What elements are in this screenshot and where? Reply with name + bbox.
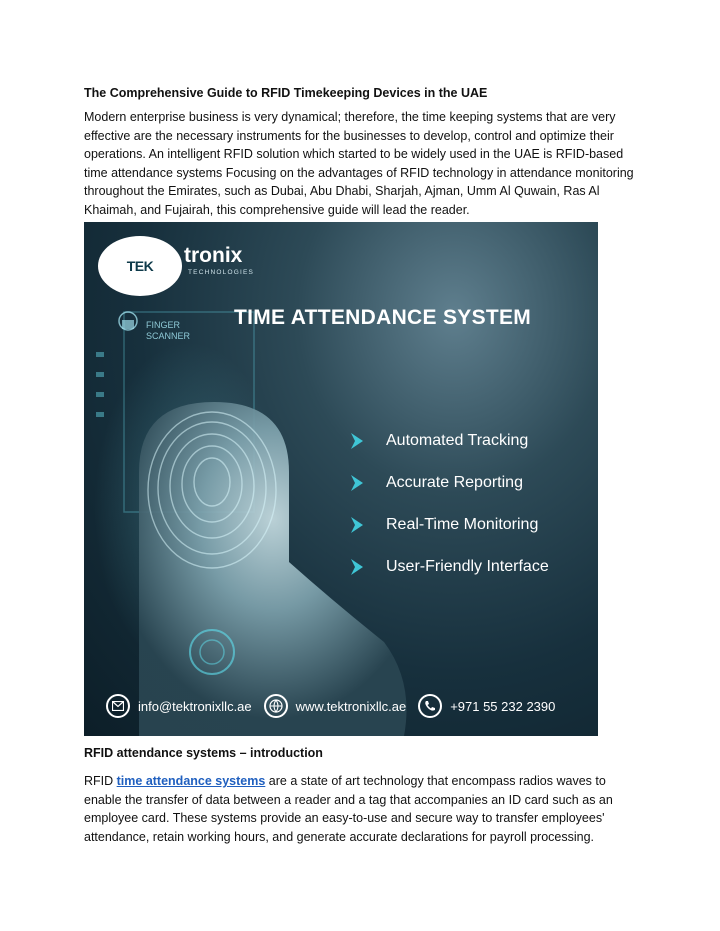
contact-email[interactable]: info@tektronixllc.ae bbox=[138, 698, 252, 714]
chevron-right-icon bbox=[346, 472, 368, 494]
logo-subtitle: TECHNOLOGIES bbox=[188, 269, 255, 276]
document-title: The Comprehensive Guide to RFID Timekeeping Devices in the UAE bbox=[84, 86, 488, 100]
section-paragraph bbox=[84, 772, 644, 846]
contact-website[interactable]: www.tektronixllc.ae bbox=[295, 698, 407, 714]
globe-icon bbox=[264, 694, 288, 718]
phone-icon bbox=[418, 694, 442, 718]
finger-scanner-label bbox=[146, 320, 190, 342]
scanner-label-line2: SCANNER bbox=[146, 331, 191, 341]
intro-paragraph: Modern enterprise business is very dynamical; therefore, the time keeping systems that are very effective are the necessary instruments for the businesses to develop, control and optimize their operations. An intelligent RFID solution which started to be widely used in the UAE is RFID-based time attendance systems Focusing on the advantages of RFID technology in attendance monitoring throughout the Emirates, such as Dubai, Abu Dhabi, Sharjah, Ajman, Umm Al Quwain, Ras Al Khaimah, and Fujairah, this comprehensive guide will lead the reader. bbox=[84, 110, 634, 217]
email-icon bbox=[106, 694, 130, 718]
feature-item bbox=[346, 546, 549, 588]
logo-wordmark: tronix bbox=[184, 244, 243, 267]
paragraph-suffix: are a state of art technology that encompass radios waves to enable the transfer of data between a reader and a tag that accompanies an ID card such as an employee card. These systems provide an easy-to-use and secure way to transfer employees' attendance, retain working hours, and generate accurate declarations for payroll processing. bbox=[84, 774, 613, 844]
chevron-right-icon bbox=[346, 430, 368, 452]
time-attendance-systems-link[interactable]: time attendance systems bbox=[116, 774, 266, 788]
contact-phone[interactable]: +971 55 232 2390 bbox=[450, 698, 556, 714]
time-attendance-banner bbox=[84, 222, 598, 736]
contact-bar bbox=[106, 694, 567, 718]
paragraph-prefix: RFID bbox=[84, 774, 117, 788]
section-heading: RFID attendance systems – introduction bbox=[84, 746, 323, 760]
feature-label: Accurate Reporting bbox=[386, 474, 523, 491]
chevron-right-icon bbox=[346, 514, 368, 536]
feature-item bbox=[346, 504, 549, 546]
feature-item bbox=[346, 420, 549, 462]
feature-label: Automated Tracking bbox=[386, 432, 529, 449]
feature-label: Real-Time Monitoring bbox=[386, 516, 539, 533]
feature-item bbox=[346, 462, 549, 504]
chevron-right-icon bbox=[346, 556, 368, 578]
banner-headline: TIME ATTENDANCE SYSTEM bbox=[234, 306, 532, 329]
scanner-label-line1: FINGER bbox=[146, 320, 181, 330]
logo-mark: TEK bbox=[126, 258, 154, 274]
feature-label: User-Friendly Interface bbox=[386, 558, 549, 575]
feature-list bbox=[346, 420, 549, 588]
tektronix-logo bbox=[98, 236, 182, 296]
